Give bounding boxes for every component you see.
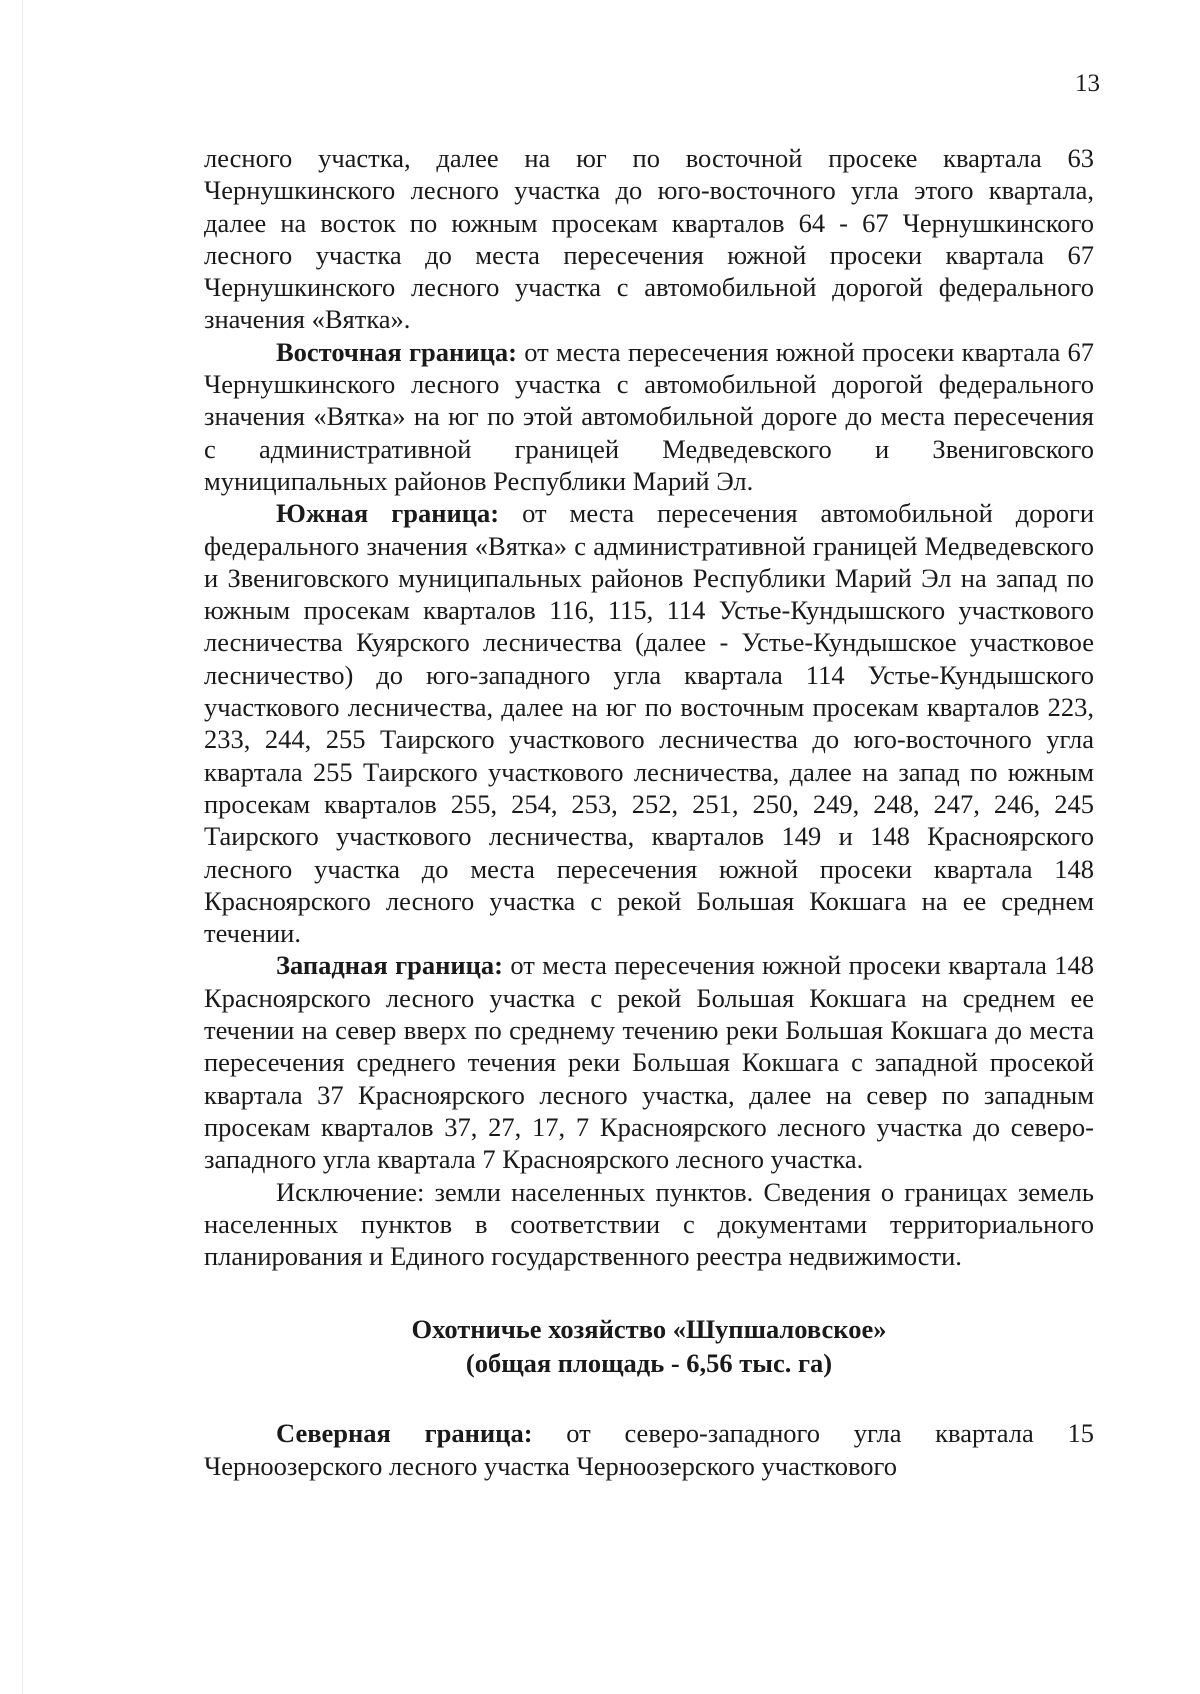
paragraph-south-border: [204, 497, 1094, 949]
paragraph-exception: [204, 1176, 1094, 1273]
paragraph-label: Северная граница:: [276, 1418, 533, 1449]
paragraph-west-border: [204, 949, 1094, 1175]
paragraph-text: от места пересечения южной просеки квартала 148 Красноярского лесного участка с рекой Большая Кокшага на среднем ее течении на север вверх по среднему течению реки Большая Кокшага до места пересечения среднего течения реки Большая Кокшага с западной просекой квартала 37 Красноярского лесного участка, далее на север по западным просекам кварталов 37, 27, 17, 7 Красноярского лесного участка до северо-западного угла квартала 7 Красноярского лесного участка.: [204, 950, 1095, 1175]
document-body: [204, 142, 1094, 1482]
paragraph-east-border: [204, 336, 1094, 497]
scan-edge-line: [22, 0, 23, 1694]
page-number: 13: [1075, 70, 1100, 97]
paragraph-text: от северо-западного угла квартала 15 Черноозерского лесного участка Черноозерского участкового: [204, 1418, 1094, 1481]
paragraph-continuation: [204, 142, 1094, 336]
section-title: Охотничье хозяйство «Шупшаловское»: [411, 1314, 887, 1345]
paragraph-label: Западная граница:: [276, 950, 503, 981]
paragraph-text: от места пересечения южной просеки квартала 67 Чернушкинского лесного участка с автомобильной дорогой федерального значения «Вятка» на юг по этой автомобильной дороге до места пересечения с административной границей Медведевского и Звениговского муниципальных районов Республики Марий Эл.: [204, 336, 1095, 496]
paragraph-label: Восточная граница:: [276, 336, 517, 367]
paragraph-text: от места пересечения автомобильной дороги федерального значения «Вятка» с административной границей Медведевского и Звениговского муниципальных районов Республики Марий Эл на запад по южным просекам кварталов 116, 115, 114 Устье-Кундышского участкового лесничества Куярского лесничества (далее - Устье-Кундышское участковое лесничество) до юго-западного угла квартала 114 Устье-Кундышского участкового лесничества, далее на юг по восточным просекам кварталов 223, 233, 244, 255 Таирского участкового лесничества до юго-восточного угла квартала 255 Таирского участкового лесничества, далее на запад по южным просекам кварталов 255, 254, 253, 252, 251, 250, 249, 248, 247, 246, 245 Таирского участкового лесничества, кварталов 149 и 148 Красноярского лесного участка до места пересечения южной просеки квартала 148 Красноярского лесного участка с рекой Большая Кокшага на ее среднем течении.: [204, 498, 1095, 949]
paragraph-label: Южная граница:: [276, 498, 500, 529]
paragraph-text: лесного участка, далее на юг по восточной просеке квартала 63 Чернушкинского лесного участка до юго-восточного угла этого квартала, далее на восток по южным просекам кварталов 64 - 67 Чернушкинского лесного участка до места пересечения южной просеки квартала 67 Чернушкинского лесного участка с автомобильной дорогой федерального значения «Вятка».: [204, 143, 1094, 335]
section-subtitle: (общая площадь - 6,56 тыс. га): [465, 1348, 833, 1379]
paragraph-north-border: [204, 1417, 1094, 1482]
paragraph-text: Исключение: земли населенных пунктов. Сведения о границах земель населенных пунктов в соответствии с документами территориального планирования и Единого государственного реестра недвижимости.: [204, 1176, 1094, 1272]
